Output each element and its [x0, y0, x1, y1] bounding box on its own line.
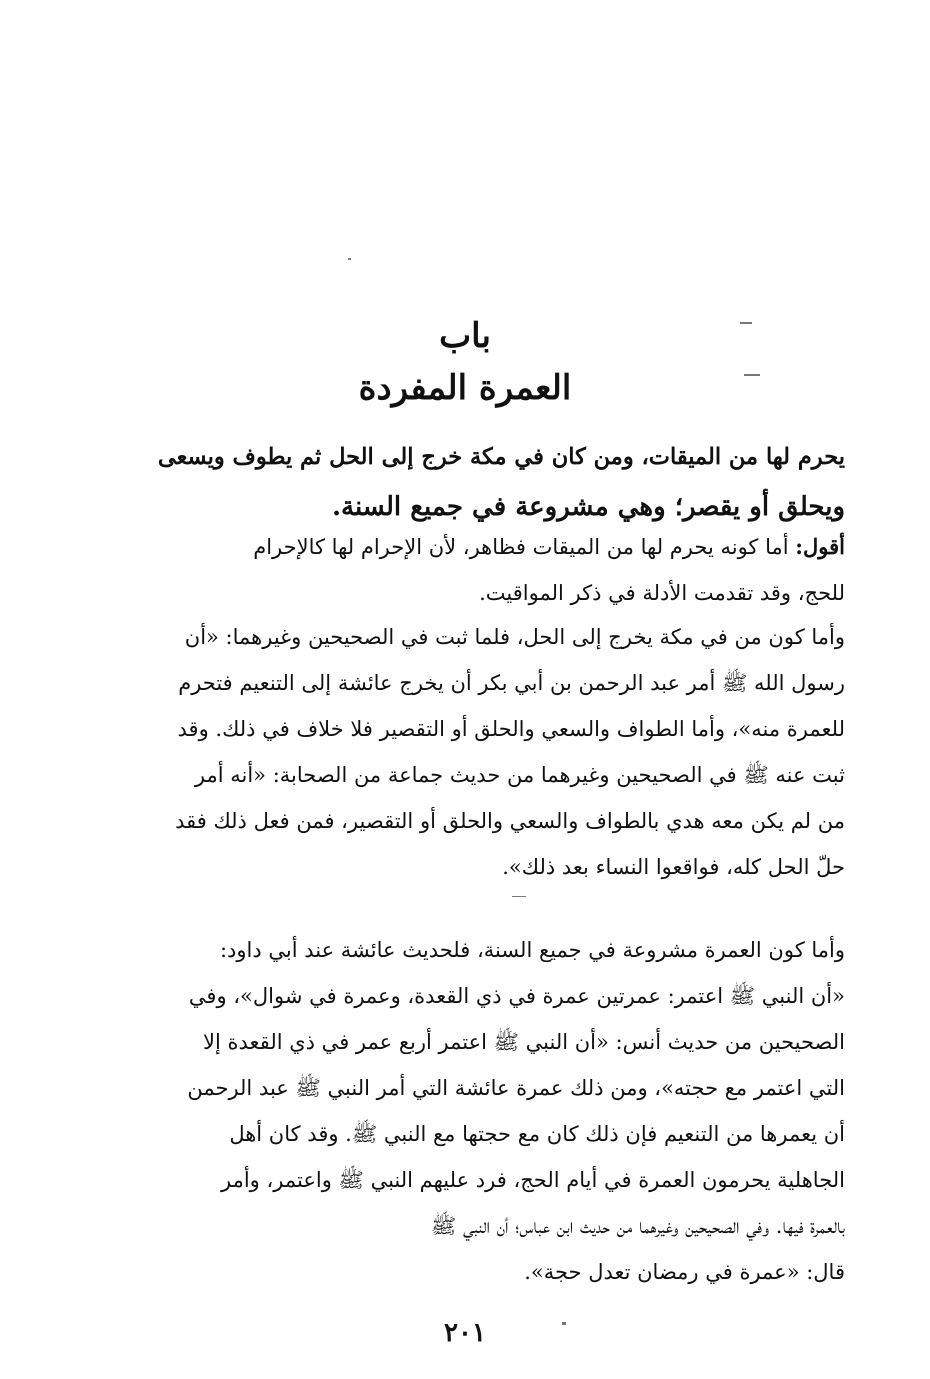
- commentary-line: من لم يكن معه هدي بالطواف والسعي والحلق أو التقصير، فمن فعل ذلك فقد: [175, 809, 845, 833]
- commentary-paragraph-2: [155, 614, 845, 890]
- commentary-line: وأما كون من في مكة يخرج إلى الحل، فلما ثبت في الصحيحين وغيرهما: «أن: [184, 625, 845, 649]
- commentary-line: الجاهلية يحرمون العمرة في أيام الحج، فرد عليهم النبي ﷺ واعتمر، وأمر: [221, 1168, 845, 1192]
- commentary-line: حلّ الحل كله، فواقعوا النساء بعد ذلك».: [502, 855, 845, 879]
- commentary-line-text: أما كونه يحرم لها من الميقات فظاهر، لأن الإحرام لها كالإحرام: [253, 535, 789, 559]
- scan-speck: [512, 896, 526, 897]
- commentary-line: التي اعتمر مع حجته»، ومن ذلك عمرة عائشة التي أمر النبي ﷺ عبد الرحمن: [187, 1076, 845, 1100]
- scan-speck: [562, 1322, 566, 1325]
- commentary-line: ثبت عنه ﷺ في الصحيحين وغيرهما من حديث جماعة من الصحابة: «أنه أمر: [194, 763, 845, 787]
- commentary-line: وأما كون العمرة مشروعة في جميع السنة، فلحديث عائشة عند أبي داود:: [219, 938, 845, 962]
- commentary-line: الصحيحين من حديث أنس: «أن النبي ﷺ اعتمر أربع عمر في ذي القعدة إلا: [203, 1030, 845, 1054]
- matn-line: يحرم لها من الميقات، ومن كان في مكة خرج إلى الحل ثم يطوف ويسعى: [157, 444, 845, 470]
- scan-speck: [348, 258, 351, 260]
- lead-word: أقول:: [795, 534, 845, 559]
- chapter-heading: باب: [439, 316, 491, 356]
- commentary-line: قال: «عمرة في رمضان تعدل حجة».: [524, 1260, 845, 1284]
- commentary-line: بالعمرة فيها. وفي الصحيحين وغيرهما من حديث ابن عباس؛ أن النبي ﷺ: [430, 1214, 845, 1238]
- scan-speck: [740, 322, 752, 324]
- scan-speck: [744, 374, 760, 376]
- commentary-paragraph-3: [155, 927, 845, 1295]
- commentary-paragraph-1: [155, 524, 845, 616]
- commentary-line: رسول الله ﷺ أمر عبد الرحمن بن أبي بكر أن يخرج عائشة إلى التنعيم فتحرم: [178, 671, 845, 695]
- commentary-line: أن يعمرها من التنعيم فإن ذلك كان مع حجتها مع النبي ﷺ. وقد كان أهل: [229, 1122, 845, 1146]
- commentary-line: «أن النبي ﷺ اعتمر: عمرتين عمرة في ذي القعدة، وعمرة في شوال»، وفي: [188, 984, 845, 1008]
- page-number: ٢٠١: [444, 1318, 486, 1348]
- chapter-subheading: العمرة المفردة: [358, 368, 572, 408]
- commentary-line: [155, 524, 845, 570]
- matn-line: ويحلق أو يقصر؛ وهي مشروعة في جميع السنة.: [331, 492, 845, 522]
- matn-text: [155, 432, 845, 532]
- commentary-line: للحج، وقد تقدمت الأدلة في ذكر المواقيت.: [479, 581, 845, 605]
- commentary-line: للعمرة منه»، وأما الطواف والسعي والحلق أو التقصير فلا خلاف في ذلك. وقد: [177, 717, 845, 741]
